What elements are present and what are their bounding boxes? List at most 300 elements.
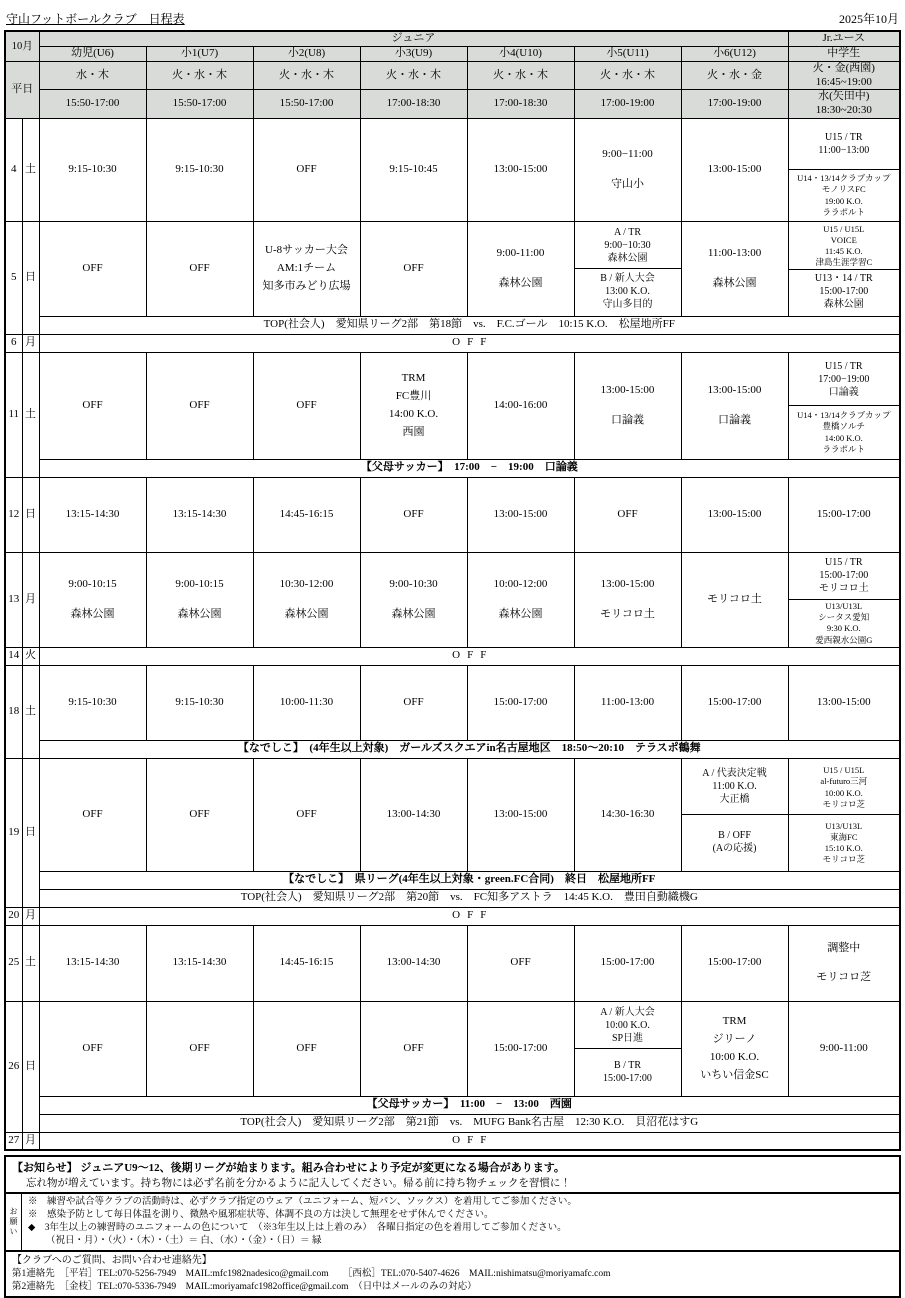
- schedule-cell: [681, 758, 788, 871]
- cell-line: 9:15-10:30: [148, 163, 252, 177]
- cell-content: [361, 807, 467, 823]
- cell-line: モリコロ土: [576, 608, 680, 622]
- cell-line: 森林公園: [362, 608, 466, 622]
- cell-line: 9:15-10:30: [148, 696, 252, 710]
- schedule-cell: [146, 925, 253, 1001]
- schedule-cell: [253, 221, 360, 316]
- time-cell: 15:50-17:00: [146, 90, 253, 119]
- schedule-cell: [788, 477, 900, 552]
- cell-content: [575, 955, 681, 971]
- split-part: [789, 554, 900, 599]
- schedule-row: [5, 477, 900, 552]
- schedule-cell: [146, 352, 253, 459]
- schedule-row: [5, 1001, 900, 1096]
- cell-content: [147, 398, 253, 414]
- schedule-row: [5, 334, 900, 352]
- band-row: [5, 871, 900, 889]
- cell-content: [682, 955, 788, 971]
- cell-line: OFF: [41, 1042, 145, 1056]
- cell-line: 13:00-15:00: [576, 384, 680, 398]
- cell-line: 13:00-15:00: [683, 508, 787, 522]
- schedule-cell: [360, 758, 467, 871]
- schedule-cell: [146, 665, 253, 740]
- cell-line: OFF: [41, 262, 145, 276]
- contact-line: 第2連絡先 ［金枝］TEL:070-5336-7949 MAIL:moriyamafc1982office@gmail.com （日中はメールのみの対応）: [12, 1281, 893, 1294]
- cell-line: 15:00-17:00: [819, 286, 868, 298]
- cell-line: 9:00-10:30: [362, 578, 466, 592]
- cell-line: 9:00-11:00: [790, 1042, 899, 1056]
- request-box: [4, 1192, 901, 1251]
- date-cell: 25: [5, 925, 22, 1001]
- cell-line: OFF: [469, 956, 573, 970]
- cell-content: [40, 507, 146, 523]
- cell-line: OFF: [362, 262, 466, 276]
- schedule-cell: [467, 925, 574, 1001]
- cell-line: 15:00-17:00: [683, 696, 787, 710]
- cell-line: 11:00−13:00: [818, 145, 869, 157]
- band-cell: TOP(社会人) 愛知県リーグ2部 第21節 vs. MUFG Bank名古屋 12:30 K.O. 貝沼花はすG: [39, 1114, 900, 1132]
- cell-content: [40, 807, 146, 823]
- cell-line: 15:00-17:00: [790, 508, 899, 522]
- cell-line: 13:15-14:30: [148, 508, 252, 522]
- cell-content: [147, 577, 253, 623]
- day-cell: 火: [22, 647, 39, 665]
- cell-line: U13/U13L: [825, 821, 862, 831]
- time-cell: 15:50-17:00: [39, 90, 146, 119]
- cell-line: 14:00 K.O.: [825, 433, 863, 443]
- schedule-cell: [681, 665, 788, 740]
- cell-content: [682, 695, 788, 711]
- cell-line: 9:30 K.O.: [827, 623, 861, 633]
- request-line: （祝日・月）・（火）・（木）・（土）＝ 白、（水）・（金）・（日）＝ 緑: [28, 1235, 893, 1248]
- column-header-u9: 小3(U9): [360, 46, 467, 61]
- cell-line: A / 新人大会: [600, 1007, 654, 1019]
- schedule-table: [4, 30, 901, 1151]
- cell-content: [361, 371, 467, 440]
- cell-line: OFF: [576, 508, 680, 522]
- cell-line: OFF: [362, 508, 466, 522]
- schedule-cell: [39, 352, 146, 459]
- request-line: ※ 感染予防として毎日体温を測り、微熱や風邪症状等、体調不良の方は決して無理をせず休んでください。: [28, 1209, 893, 1222]
- cell-line: 森林公園: [824, 299, 864, 311]
- cell-line: U14・13/14クラブカップ: [797, 173, 890, 183]
- schedule-cell: [39, 118, 146, 221]
- column-header-u11: 小5(U11): [574, 46, 681, 61]
- weekday-cell: 火・水・金: [681, 61, 788, 90]
- band-row: [5, 889, 900, 907]
- cell-line: U15 / U15L: [823, 765, 864, 775]
- schedule-cell: [788, 925, 900, 1001]
- schedule-cell: [574, 925, 681, 1001]
- header-row-times: [5, 90, 900, 119]
- cell-line: OFF: [148, 399, 252, 413]
- schedule-row: [5, 1132, 900, 1150]
- time-cell: 17:00-18:30: [467, 90, 574, 119]
- junior-high-header: 中学生: [788, 46, 900, 61]
- date-cell: 5: [5, 221, 22, 334]
- schedule-cell: [253, 925, 360, 1001]
- schedule-cell: [146, 552, 253, 647]
- cell-line: U13/U13L: [825, 601, 862, 611]
- schedule-cell: [467, 665, 574, 740]
- day-cell: 月: [22, 907, 39, 925]
- schedule-cell: [467, 758, 574, 871]
- schedule-cell: [681, 477, 788, 552]
- cell-line: 東海FC: [830, 832, 857, 842]
- cell-line: 9:00−11:00: [576, 148, 680, 162]
- cell-line: 9:00-10:15: [148, 578, 252, 592]
- cell-line: OFF: [148, 808, 252, 822]
- time-cell: 15:50-17:00: [253, 90, 360, 119]
- cell-line: OFF: [255, 399, 359, 413]
- cell-content: [40, 162, 146, 178]
- cell-content: [254, 243, 360, 294]
- cell-line: 13:00-15:00: [576, 578, 680, 592]
- jr-weekday-line: 水(矢田中): [789, 90, 900, 104]
- band-row: [5, 459, 900, 477]
- split-part: [682, 814, 788, 870]
- cell-line: モリコロ芝: [790, 971, 899, 985]
- schedule-cell: [360, 352, 467, 459]
- month-header: 10月: [5, 31, 39, 61]
- document-date: 2025年10月: [839, 10, 899, 27]
- schedule-cell: [681, 118, 788, 221]
- date-cell: 19: [5, 758, 22, 907]
- date-cell: 13: [5, 552, 22, 647]
- schedule-cell: [788, 665, 900, 740]
- schedule-cell: [146, 118, 253, 221]
- cell-line: 森林公園: [469, 608, 573, 622]
- cell-line: 15:00-17:00: [683, 956, 787, 970]
- cell-line: U15 / U15L: [823, 224, 864, 234]
- cell-content: [682, 1014, 788, 1083]
- schedule-cell: [146, 221, 253, 316]
- request-label: お願い: [6, 1194, 22, 1249]
- cell-content: [147, 955, 253, 971]
- cell-line: 口論義: [683, 414, 787, 428]
- band-row: [5, 1096, 900, 1114]
- cell-line: A / TR: [614, 227, 641, 239]
- cell-line: 15:00-17:00: [819, 570, 868, 582]
- cell-content: [468, 577, 574, 623]
- cell-content: [361, 261, 467, 277]
- schedule-body: [5, 118, 900, 1150]
- schedule-row: [5, 221, 900, 316]
- cell-line: 10:30-12:00: [255, 578, 359, 592]
- weekday-cell: 火・水・木: [146, 61, 253, 90]
- band-row: [5, 316, 900, 334]
- cell-line: シータス愛知: [818, 612, 869, 622]
- cell-line: 10:00-12:00: [469, 578, 573, 592]
- request-line: ※ 練習や試合等クラブの活動時は、必ずクラブ指定のウェア（ユニフォーム、短パン、ソックス）を着用してご参加ください。: [28, 1196, 893, 1209]
- time-cell: 17:00-18:30: [360, 90, 467, 119]
- schedule-cell: [39, 758, 146, 871]
- cell-line: 9:15-10:30: [41, 696, 145, 710]
- cell-line: 9:15-10:45: [362, 163, 466, 177]
- schedule-cell: [146, 477, 253, 552]
- cell-line: OFF: [362, 696, 466, 710]
- weekday-cell: 火・水・木: [574, 61, 681, 90]
- split-cell: [575, 1003, 681, 1095]
- cell-line: 大正橋: [720, 794, 750, 806]
- weekday-cell: 火・水・木: [360, 61, 467, 90]
- off-cell: OFF: [39, 907, 900, 925]
- schedule-cell: [788, 552, 900, 647]
- cell-content: [575, 147, 681, 193]
- schedule-cell: [681, 352, 788, 459]
- cell-line: 13:00-15:00: [469, 163, 573, 177]
- split-part: [575, 223, 681, 269]
- weekday-cell: 水・木: [39, 61, 146, 90]
- schedule-row: [5, 665, 900, 740]
- date-cell: 12: [5, 477, 22, 552]
- schedule-cell: [788, 1001, 900, 1096]
- schedule-cell: [574, 221, 681, 316]
- split-part: [575, 268, 681, 315]
- cell-line: 口論義: [576, 414, 680, 428]
- cell-line: モリコロ芝: [823, 799, 865, 809]
- day-cell: 月: [22, 1132, 39, 1150]
- cell-line: 森林公園: [469, 277, 573, 291]
- cell-content: [254, 807, 360, 823]
- cell-line: 森林公園: [41, 608, 145, 622]
- day-cell: 日: [22, 758, 39, 907]
- split-part: [789, 405, 900, 458]
- cell-line: 10:00-11:30: [255, 696, 359, 710]
- split-cell: [789, 223, 900, 315]
- date-cell: 11: [5, 352, 22, 477]
- jr-weekday-line: 18:30~20:30: [789, 104, 900, 118]
- cell-content: [468, 955, 574, 971]
- cell-content: [468, 162, 574, 178]
- request-line: ◆ 3年生以上の練習時のユニフォームの色について （※3年生以上は上着のみ） 各曜日指定の色を着用してご参加ください。: [28, 1222, 893, 1235]
- schedule-cell: [574, 118, 681, 221]
- cell-line: 13:00-15:00: [683, 163, 787, 177]
- split-part: [789, 814, 900, 870]
- cell-line: 森林公園: [255, 608, 359, 622]
- cell-content: [40, 695, 146, 711]
- cell-content: [147, 162, 253, 178]
- cell-line: 13:00-15:00: [790, 696, 899, 710]
- cell-line: 13:00-15:00: [683, 384, 787, 398]
- day-cell: 月: [22, 552, 39, 647]
- title-bar: [4, 8, 901, 30]
- day-cell: 土: [22, 118, 39, 221]
- cell-line: OFF: [148, 1042, 252, 1056]
- schedule-cell: [681, 1001, 788, 1096]
- cell-content: [147, 807, 253, 823]
- cell-line: 11:00-13:00: [576, 696, 680, 710]
- split-part: [789, 169, 900, 220]
- cell-line: 守山小: [576, 178, 680, 192]
- cell-content: [147, 261, 253, 277]
- cell-line: 14:00-16:00: [469, 399, 573, 413]
- split-cell: [789, 760, 900, 870]
- cell-line: 15:10 K.O.: [825, 843, 863, 853]
- cell-content: [254, 507, 360, 523]
- announcement-box: [4, 1155, 901, 1194]
- split-part: [682, 760, 788, 815]
- time-cell: 17:00-19:00: [574, 90, 681, 119]
- cell-line: 9:15-10:30: [41, 163, 145, 177]
- schedule-cell: [253, 1001, 360, 1096]
- cell-line: TRM: [683, 1015, 787, 1029]
- schedule-cell: [360, 665, 467, 740]
- schedule-cell: [681, 925, 788, 1001]
- band-cell: 【父母サッカー】 11:00 − 13:00 西園: [39, 1096, 900, 1114]
- day-cell: 土: [22, 665, 39, 758]
- cell-line: 11:00 K.O.: [712, 781, 756, 793]
- cell-content: [361, 695, 467, 711]
- cell-line: 17:00−19:00: [818, 374, 869, 386]
- cell-line: 15:00-17:00: [469, 696, 573, 710]
- cell-line: 10:00 K.O.: [825, 788, 863, 798]
- schedule-header: [5, 31, 900, 118]
- off-cell: OFF: [39, 334, 900, 352]
- day-cell: 土: [22, 352, 39, 477]
- schedule-cell: [360, 477, 467, 552]
- date-cell: 6: [5, 334, 22, 352]
- cell-line: 10:00 K.O.: [683, 1051, 787, 1065]
- cell-content: [361, 507, 467, 523]
- schedule-cell: [360, 552, 467, 647]
- time-cell: 17:00-19:00: [681, 90, 788, 119]
- split-part: [575, 1048, 681, 1095]
- cell-line: 13:00-15:00: [469, 808, 573, 822]
- cell-content: [254, 955, 360, 971]
- cell-content: [789, 941, 900, 987]
- cell-content: [254, 695, 360, 711]
- schedule-cell: [360, 221, 467, 316]
- schedule-cell: [39, 552, 146, 647]
- schedule-cell: [467, 477, 574, 552]
- cell-line: ララポルト: [823, 207, 866, 217]
- schedule-cell: [146, 758, 253, 871]
- cell-line: OFF: [255, 1042, 359, 1056]
- header-row-weekdays: [5, 61, 900, 90]
- cell-content: [575, 807, 681, 823]
- cell-line: (Aの応援): [713, 843, 757, 855]
- date-cell: 27: [5, 1132, 22, 1150]
- split-cell: [789, 554, 900, 646]
- weekday-cell: 火・水・木: [253, 61, 360, 90]
- day-cell: 日: [22, 221, 39, 334]
- cell-line: 13:15-14:30: [41, 956, 145, 970]
- cell-content: [361, 955, 467, 971]
- cell-line: 森林公園: [148, 608, 252, 622]
- schedule-cell: [39, 665, 146, 740]
- cell-content: [40, 577, 146, 623]
- cell-content: [682, 507, 788, 523]
- schedule-cell: [574, 477, 681, 552]
- schedule-cell: [467, 1001, 574, 1096]
- day-cell: 月: [22, 334, 39, 352]
- cell-line: 愛西親水公園G: [815, 635, 872, 645]
- split-part: [789, 354, 900, 406]
- cell-content: [147, 1041, 253, 1057]
- schedule-row: [5, 118, 900, 221]
- cell-line: 14:30-16:30: [576, 808, 680, 822]
- schedule-cell: [253, 118, 360, 221]
- schedule-cell: [467, 352, 574, 459]
- off-cell: OFF: [39, 647, 900, 665]
- contact-box: [4, 1250, 901, 1298]
- schedule-cell: [360, 118, 467, 221]
- schedule-cell: [253, 477, 360, 552]
- schedule-row: [5, 758, 900, 871]
- day-cell: 日: [22, 1001, 39, 1132]
- schedule-row: [5, 925, 900, 1001]
- cell-line: 調整中: [790, 942, 899, 956]
- split-part: [789, 599, 900, 646]
- schedule-cell: [574, 665, 681, 740]
- cell-content: [361, 577, 467, 623]
- cell-line: al-futuro三河: [820, 776, 867, 786]
- schedule-cell: [467, 118, 574, 221]
- cell-content: [682, 162, 788, 178]
- schedule-cell: [788, 221, 900, 316]
- cell-content: [40, 955, 146, 971]
- cell-content: [40, 261, 146, 277]
- cell-line: OFF: [255, 163, 359, 177]
- cell-line: いちい信金SC: [683, 1069, 787, 1083]
- cell-line: モリコロ芝: [823, 854, 865, 864]
- cell-line: ララポルト: [823, 444, 866, 454]
- jr-weekday-cell: [788, 61, 900, 90]
- schedule-cell: [39, 1001, 146, 1096]
- header-row-group: [5, 31, 900, 46]
- cell-line: 15:00-17:00: [576, 956, 680, 970]
- schedule-cell: [788, 758, 900, 871]
- schedule-cell: [574, 1001, 681, 1096]
- cell-content: [147, 695, 253, 711]
- schedule-cell: [39, 477, 146, 552]
- cell-line: OFF: [255, 808, 359, 822]
- cell-line: 9:00−10:30: [604, 240, 650, 252]
- notice-section: [4, 1155, 901, 1298]
- cell-line: AM:1チーム: [255, 262, 359, 276]
- cell-line: 19:00 K.O.: [825, 196, 863, 206]
- cell-line: 森林公園: [608, 253, 648, 265]
- cell-line: 14:45-16:15: [255, 508, 359, 522]
- schedule-cell: [39, 925, 146, 1001]
- jr-weekday-line: 16:45~19:00: [789, 76, 900, 90]
- jr-youth-header: Jr.ユース: [788, 31, 900, 46]
- cell-line: U-8サッカー大会: [255, 244, 359, 258]
- cell-content: [682, 383, 788, 429]
- cell-line: モリコロ土: [819, 583, 869, 595]
- schedule-cell: [253, 665, 360, 740]
- cell-line: 13:15-14:30: [148, 956, 252, 970]
- jr-weekday-cell: [788, 90, 900, 119]
- band-row: [5, 1114, 900, 1132]
- cell-line: ジリーノ: [683, 1033, 787, 1047]
- cell-line: U15 / TR: [825, 557, 863, 569]
- cell-line: B / OFF: [718, 830, 751, 842]
- document-title: 守山フットボールクラブ 日程表: [6, 10, 185, 27]
- band-cell: 【なでしこ】 県リーグ(4年生以上対象・green.FC合同) 終日 松屋地所FF: [39, 871, 900, 889]
- cell-line: FC豊川: [362, 390, 466, 404]
- off-cell: OFF: [39, 1132, 900, 1150]
- cell-content: [789, 695, 900, 711]
- split-part: [575, 1003, 681, 1049]
- cell-line: 15:00-17:00: [603, 1073, 652, 1085]
- date-cell: 26: [5, 1001, 22, 1132]
- cell-line: 森林公園: [683, 277, 787, 291]
- column-header-u12: 小6(U12): [681, 46, 788, 61]
- column-header-u7: 小1(U7): [146, 46, 253, 61]
- cell-line: OFF: [41, 808, 145, 822]
